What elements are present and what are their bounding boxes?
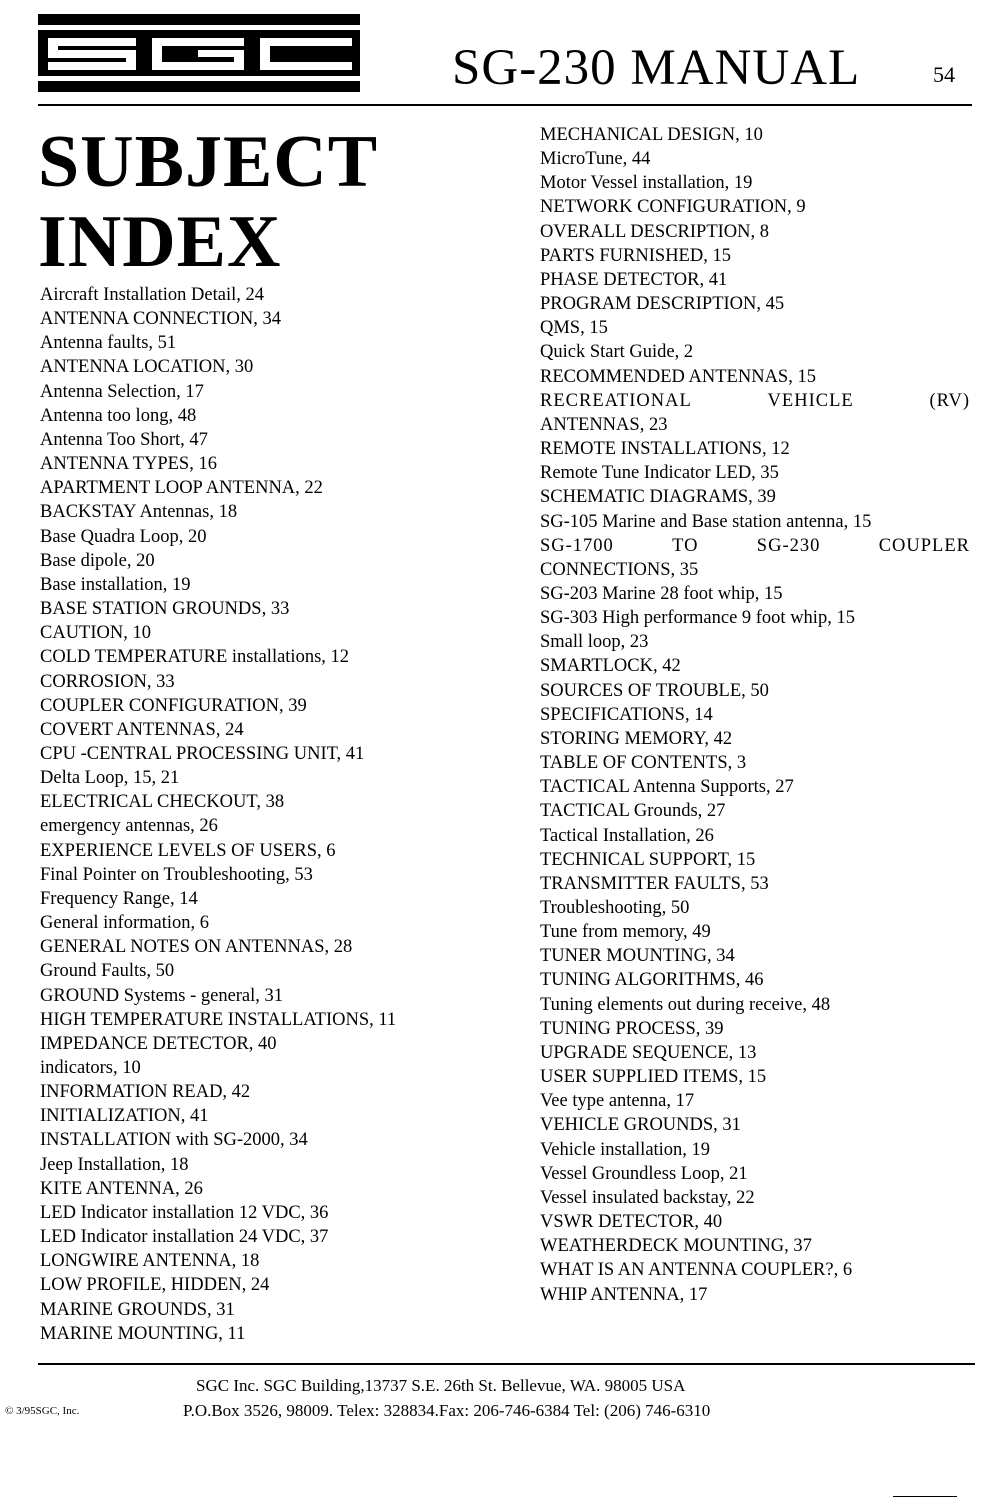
index-entry: Base dipole, 20: [40, 550, 155, 571]
index-entry: Troubleshooting, 50: [540, 898, 690, 918]
index-entry: LONGWIRE ANTENNA, 18: [40, 1251, 260, 1272]
index-entry: Base installation, 19: [40, 574, 191, 595]
sgc-logo: [38, 14, 360, 92]
index-entry: TACTICAL Grounds, 27: [540, 801, 726, 822]
index-entry: LED Indicator installation 12 VDC, 36: [40, 1202, 329, 1223]
index-entry: MicroTune, 44: [540, 149, 651, 170]
index-entry: CAUTION, 10: [40, 623, 151, 644]
index-entry: Vessel Groundless Loop, 21: [540, 1163, 748, 1184]
index-entry: indicators, 10: [40, 1058, 141, 1078]
index-entry: CORROSION, 33: [40, 671, 175, 692]
index-entry: Motor Vessel installation, 19: [540, 173, 753, 194]
index-entry: LOW PROFILE, HIDDEN, 24: [40, 1275, 270, 1296]
index-entry: Tactical Installation, 26: [540, 825, 714, 846]
index-entry-continuation: CONNECTIONS, 35: [540, 559, 699, 580]
index-entry: SCHEMATIC DIAGRAMS, 39: [540, 487, 776, 508]
index-entry: IMPEDANCE DETECTOR, 40: [40, 1033, 277, 1054]
index-entry: MARINE GROUNDS, 31: [40, 1299, 235, 1320]
index-entry: RECOMMENDED ANTENNAS, 15: [540, 366, 816, 387]
index-entry: Ground Faults, 50: [40, 961, 175, 982]
footer-contact: P.O.Box 3526, 98009. Telex: 328834.Fax: 206-746-6384 Tel: (206) 746-6310: [183, 1401, 711, 1420]
index-entry: HIGH TEMPERATURE INSTALLATIONS, 11: [40, 1009, 397, 1030]
index-entry: Antenna Too Short, 47: [40, 429, 208, 450]
index-entry: Tuning elements out during receive, 48: [540, 994, 831, 1015]
corner-mark: [893, 1496, 957, 1497]
index-entry: SG-203 Marine 28 foot whip, 15: [540, 583, 783, 604]
index-entry: Final Pointer on Troubleshooting, 53: [40, 864, 313, 885]
index-entry: PHASE DETECTOR, 41: [540, 269, 728, 290]
index-entry: TUNING ALGORITHMS, 46: [540, 970, 764, 991]
index-entry: BACKSTAY Antennas, 18: [40, 502, 238, 523]
footer-address: SGC Inc. SGC Building,13737 S.E. 26th St. Bellevue, WA. 98005 USA: [196, 1376, 686, 1395]
manual-title: SG-230 MANUAL: [452, 40, 861, 96]
index-entry: ANTENNA TYPES, 16: [40, 454, 217, 475]
index-entry: LED Indicator installation 24 VDC, 37: [40, 1227, 329, 1248]
index-entry: OVERALL DESCRIPTION, 8: [540, 221, 770, 242]
index-entry: WHAT IS AN ANTENNA COUPLER?, 6: [540, 1260, 853, 1281]
footer-rule: [38, 1363, 975, 1365]
index-entry: [540, 389, 970, 413]
index-entry: TECHNICAL SUPPORT, 15: [540, 849, 756, 870]
heading-line-index: INDEX: [38, 201, 282, 283]
index-entry-word: RECREATIONAL: [540, 390, 692, 411]
index-entry: BASE STATION GROUNDS, 33: [40, 599, 290, 620]
index-entry: ANTENNA CONNECTION, 34: [40, 309, 281, 330]
index-entry: SG-303 High performance 9 foot whip, 15: [540, 608, 855, 629]
index-entry: APARTMENT LOOP ANTENNA, 22: [40, 478, 323, 499]
page-heading: [38, 122, 378, 282]
index-entry: Antenna Selection, 17: [40, 381, 204, 402]
index-entry: PARTS FURNISHED, 15: [540, 245, 731, 266]
index-entry: STORING MEMORY, 42: [540, 728, 733, 749]
index-entry: KITE ANTENNA, 26: [40, 1178, 203, 1199]
index-column-right: [540, 123, 980, 1307]
index-entry: Antenna faults, 51: [40, 333, 177, 354]
index-entry-word: VEHICLE: [767, 390, 854, 411]
index-entry-word: SG-1700: [540, 535, 614, 556]
index-entry: GROUND Systems - general, 31: [40, 985, 284, 1006]
index-entry: UPGRADE SEQUENCE, 13: [540, 1042, 757, 1063]
index-entry: Small loop, 23: [540, 632, 649, 653]
index-entry-word: TO: [672, 535, 699, 556]
index-entry: SG-105 Marine and Base station antenna, 15: [540, 511, 872, 532]
index-entry: PROGRAM DESCRIPTION, 45: [540, 294, 785, 315]
index-entry: MECHANICAL DESIGN, 10: [540, 125, 763, 145]
index-entry: Vessel insulated backstay, 22: [540, 1187, 755, 1208]
index-entry: VSWR DETECTOR, 40: [540, 1212, 723, 1233]
index-entry: INFORMATION READ, 42: [40, 1082, 251, 1103]
heading-line-subject: SUBJECT: [38, 121, 379, 203]
index-entry: REMOTE INSTALLATIONS, 12: [540, 439, 790, 460]
index-entry: Remote Tune Indicator LED, 35: [540, 463, 779, 484]
index-entry: INSTALLATION with SG-2000, 34: [40, 1130, 308, 1151]
copyright-notice: © 3/95SGC, Inc.: [5, 1405, 80, 1417]
index-entry: CPU -CENTRAL PROCESSING UNIT, 41: [40, 743, 365, 764]
index-entry: EXPERIENCE LEVELS OF USERS, 6: [40, 840, 336, 861]
index-entry: Aircraft Installation Detail, 24: [40, 285, 264, 305]
index-entry: TUNER MOUNTING, 34: [540, 946, 735, 967]
index-entry: Vee type antenna, 17: [540, 1091, 695, 1112]
index-entry: COLD TEMPERATURE installations, 12: [40, 647, 350, 668]
header-rule: [38, 104, 972, 106]
page-number: 54: [933, 62, 955, 87]
index-entry: ANTENNA LOCATION, 30: [40, 357, 254, 378]
index-column-left: [40, 283, 500, 1346]
index-entry: TACTICAL Antenna Supports, 27: [540, 777, 794, 798]
index-entry-continuation: ANTENNAS, 23: [540, 414, 668, 435]
index-entry: COVERT ANTENNAS, 24: [40, 719, 244, 740]
index-entry: USER SUPPLIED ITEMS, 15: [540, 1067, 767, 1088]
index-entry: MARINE MOUNTING, 11: [40, 1323, 246, 1344]
index-entry: ELECTRICAL CHECKOUT, 38: [40, 792, 285, 813]
index-entry: [540, 534, 970, 558]
index-entry: Jeep Installation, 18: [40, 1154, 189, 1175]
index-entry: Delta Loop, 15, 21: [40, 768, 180, 789]
index-entry: Tune from memory, 49: [540, 922, 711, 943]
index-entry: Quick Start Guide, 2: [540, 342, 694, 363]
index-entry: TABLE OF CONTENTS, 3: [540, 753, 747, 774]
index-entry: QMS, 15: [540, 318, 608, 339]
index-entry: WEATHERDECK MOUNTING, 37: [540, 1236, 812, 1257]
index-entry: VEHICLE GROUNDS, 31: [540, 1115, 741, 1136]
index-entry: TRANSMITTER FAULTS, 53: [540, 873, 769, 894]
index-entry: INITIALIZATION, 41: [40, 1106, 209, 1127]
index-entry: SMARTLOCK, 42: [540, 656, 681, 677]
index-entry: SOURCES OF TROUBLE, 50: [540, 680, 769, 701]
index-entry: emergency antennas, 26: [40, 816, 218, 837]
index-entry: COUPLER CONFIGURATION, 39: [40, 695, 307, 716]
index-entry-word: (RV): [929, 390, 970, 411]
index-entry: Vehicle installation, 19: [540, 1139, 711, 1160]
index-entry: Frequency Range, 14: [40, 888, 198, 909]
index-entry: WHIP ANTENNA, 17: [540, 1284, 708, 1305]
index-entry: NETWORK CONFIGURATION, 9: [540, 197, 806, 218]
index-entry: TUNING PROCESS, 39: [540, 1018, 724, 1039]
index-entry: GENERAL NOTES ON ANTENNAS, 28: [40, 937, 353, 958]
index-entry: SPECIFICATIONS, 14: [540, 704, 713, 725]
index-entry: General information, 6: [40, 913, 210, 934]
index-entry-word: COUPLER: [878, 535, 970, 556]
index-entry-word: SG-230: [756, 535, 821, 556]
index-entry: Base Quadra Loop, 20: [40, 526, 207, 547]
index-entry: Antenna too long, 48: [40, 405, 197, 426]
